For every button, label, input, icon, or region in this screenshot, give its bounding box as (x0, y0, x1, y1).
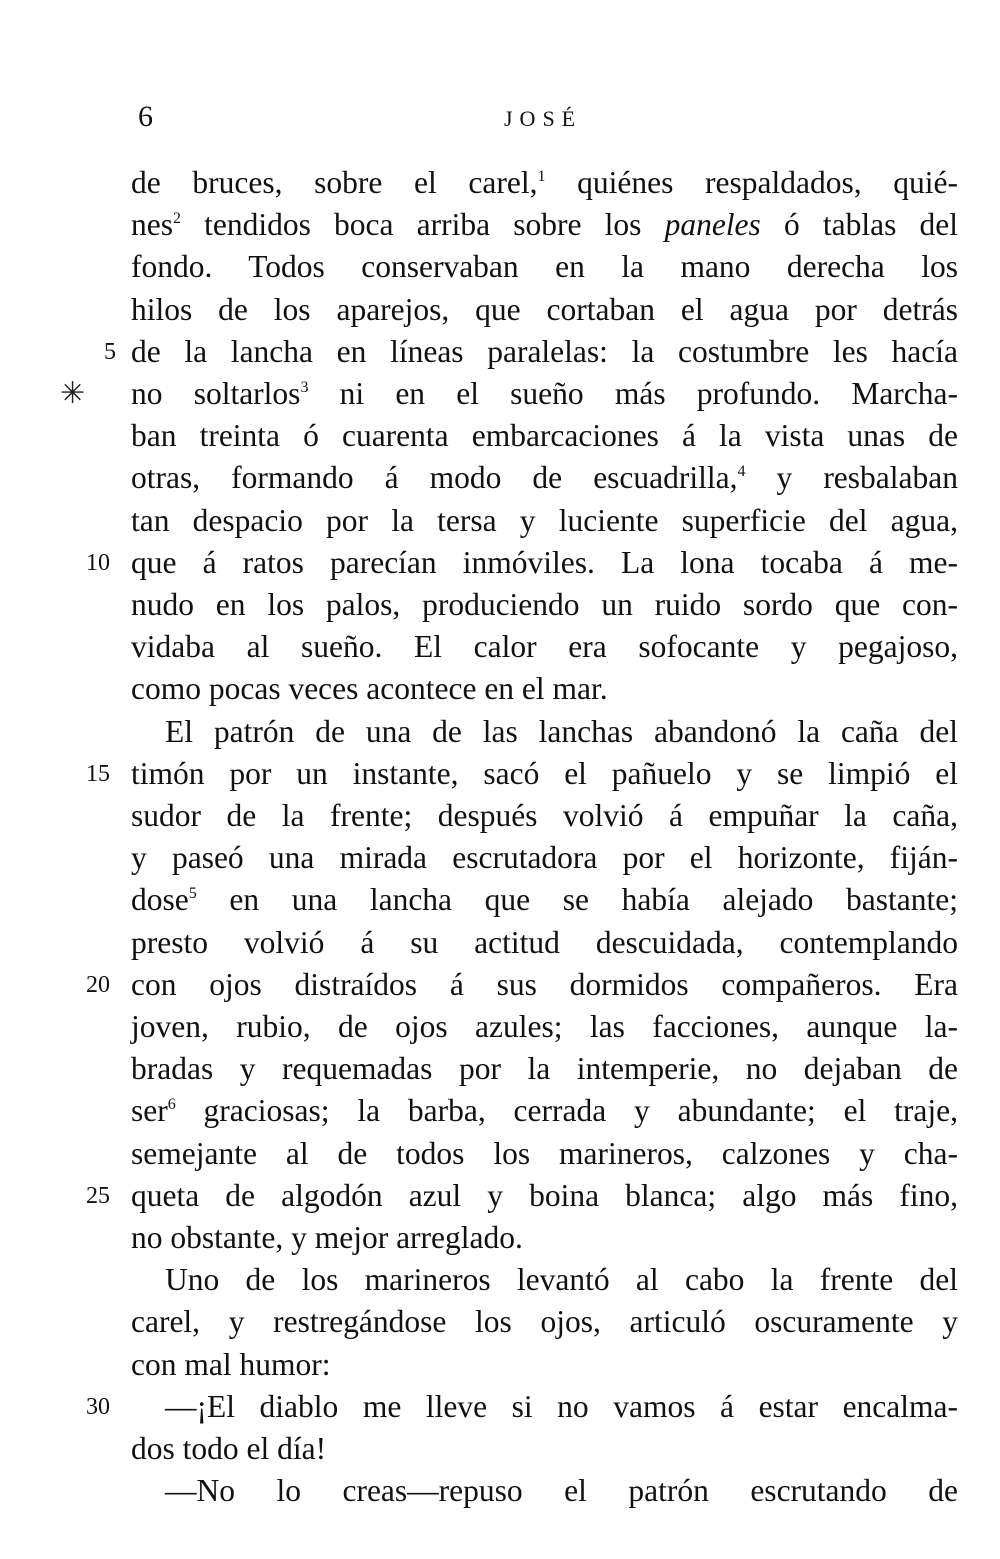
text-line: nes$^2$ tendidos boca arriba sobre los paneles ó tablas del (131, 207, 958, 243)
footnote-marker: 1 (537, 168, 546, 185)
text-line: dose$^5$ en una lancha que se había alejado bastante; (131, 882, 958, 918)
text-line: hilos de los aparejos, que cortaban el agua por detrás (131, 291, 958, 327)
line-number: 5 (104, 338, 116, 365)
line-number: 15 (86, 760, 110, 787)
line-number: 30 (86, 1393, 110, 1420)
text-line: —¡El diablo me lleve si no vamos á estar encalma- (165, 1388, 958, 1424)
text-line: carel, y restregándose los ojos, articuló oscuramente y (131, 1304, 958, 1340)
footnote-marker: 5 (188, 885, 197, 903)
line-number: 10 (86, 549, 110, 576)
footnote-marker: 3 (300, 379, 309, 396)
footnote-marker: 4 (737, 463, 746, 481)
text-line: nudo en los palos, produciendo un ruido sordo que con- (131, 587, 958, 622)
text-line: timón por un instante, sacó el pañuelo y se limpió el (131, 755, 958, 791)
running-title: JOSÉ (504, 106, 583, 131)
text-line: vidaba al sueño. El calor era sofocante y pegajoso, (131, 629, 958, 665)
text-line: presto volvió á su actitud descuidada, contemplando (131, 924, 958, 960)
text-line: El patrón de una de las lanchas abandonó la caña del (165, 713, 958, 749)
text-line: con ojos distraídos á sus dormidos compañeros. Era (131, 966, 958, 1002)
text-line: ban treinta ó cuarenta embarcaciones á la vista unas de (131, 418, 958, 454)
text-line: como pocas veces acontece en el mar. (131, 671, 608, 707)
text-line: Uno de los marineros levantó al cabo la frente del (165, 1262, 958, 1298)
text-line: de bruces, sobre el carel,$^1$ quiénes respaldados, quié- (131, 165, 958, 200)
text-line: tan despacio por la tersa y luciente superficie del agua, (131, 502, 958, 538)
margin-asterisk-mark: ✳ (60, 377, 86, 410)
page-number: 6 (138, 100, 153, 133)
footnote-marker: 2 (173, 210, 181, 228)
text-line: fondo. Todos conservaban en la mano derecha los (131, 249, 958, 285)
italic-term: paneles (664, 207, 761, 243)
footnote-marker: 6 (167, 1096, 176, 1114)
text-line: dos todo el día! (131, 1431, 327, 1466)
text-line: queta de algodón azul y boina blanca; algo más fino, (131, 1177, 958, 1213)
text-line: que á ratos parecían inmóviles. La lona tocaba á me- (131, 544, 958, 580)
text-line: ser$^6$ graciosas; la barba, cerrada y abundante; el traje, (131, 1093, 958, 1129)
text-line: y paseó una mirada escrutadora por el horizonte, fiján- (131, 840, 958, 876)
text-line: bradas y requemadas por la intemperie, no dejaban de (131, 1051, 958, 1087)
text-line: otras, formando á modo de escuadrilla,$^4$ y resbalaban (131, 460, 958, 496)
text-line: de la lancha en líneas paralelas: la costumbre les hacía (131, 333, 958, 369)
text-line: joven, rubio, de ojos azules; las facciones, aunque la- (131, 1009, 958, 1044)
line-number: 25 (86, 1182, 110, 1209)
text-line: no soltarlos$^3$ ni en el sueño más profundo. Marcha- (131, 376, 958, 411)
line-number: 20 (86, 971, 110, 998)
text-line: sudor de la frente; después volvió á empuñar la caña, (131, 798, 958, 833)
text-line: con mal humor: (131, 1346, 331, 1382)
text-line: semejante al de todos los marineros, calzones y cha- (131, 1135, 958, 1171)
text-line: no obstante, y mejor arreglado. (131, 1220, 523, 1255)
text-line: —No lo creas—repuso el patrón escrutando de (165, 1473, 958, 1509)
